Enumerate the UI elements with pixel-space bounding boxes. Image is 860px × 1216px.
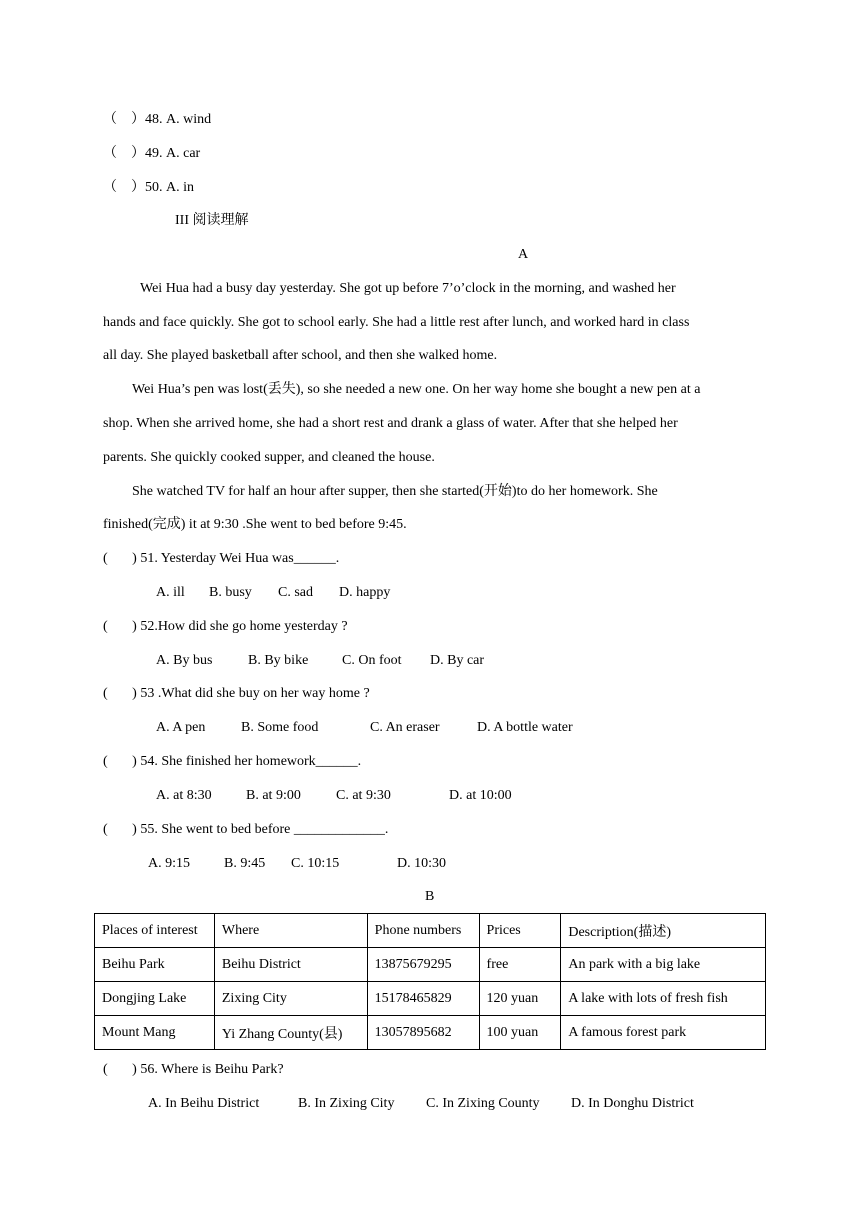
passage-line: finished(完成) it at 9:30 .She went to bed before 9:45. — [103, 517, 407, 532]
passage-line: Wei Hua had a busy day yesterday. She got up before 7’o’clock in the morning, and washed her — [140, 281, 676, 296]
table-cell: Beihu District — [214, 948, 367, 982]
column-header: Places of interest — [95, 914, 215, 948]
table-row — [95, 982, 766, 1016]
answer-option: D. 10:30 — [397, 856, 446, 871]
answer-option: D. By car — [430, 653, 485, 668]
passage-label: A — [518, 247, 529, 262]
answer-option: B. 9:45 — [224, 856, 266, 871]
passage-line: She watched TV for half an hour after supper, then she started(开始)to do her homework. She — [132, 484, 658, 499]
table-cell: A famous forest park — [561, 1016, 766, 1050]
passage-line: parents. She quickly cooked supper, and cleaned the house. — [103, 450, 435, 465]
column-header: Prices — [479, 914, 561, 948]
answer-option: C. In Zixing County — [426, 1096, 540, 1111]
answer-option: A. By bus — [156, 653, 213, 668]
question-item: （ ）48. A. wind — [103, 112, 212, 127]
answer-option: B. at 9:00 — [246, 788, 301, 803]
passage-line: Wei Hua’s pen was lost(丢失), so she needed a new one. On her way home she bought a new pen at a — [132, 382, 701, 397]
passage-line: shop. When she arrived home, she had a short rest and drank a glass of water. After that she helped her — [103, 416, 678, 431]
table-cell: 13875679295 — [367, 948, 479, 982]
question-stem: ( ) 56. Where is Beihu Park? — [103, 1062, 284, 1077]
answer-option: C. An eraser — [370, 720, 440, 735]
table-cell: Beihu Park — [95, 948, 215, 982]
table-cell: Mount Mang — [95, 1016, 215, 1050]
question-stem: ( ) 55. She went to bed before _____________. — [103, 822, 389, 837]
table-header-row — [95, 914, 766, 948]
table-cell: Zixing City — [214, 982, 367, 1016]
table-cell: 120 yuan — [479, 982, 561, 1016]
table-cell: Yi Zhang County(县) — [214, 1016, 367, 1050]
column-header: Where — [214, 914, 367, 948]
answer-option: C. 10:15 — [291, 856, 340, 871]
answer-option: D. A bottle water — [477, 720, 573, 735]
answer-option: C. at 9:30 — [336, 788, 391, 803]
section-title: III 阅读理解 — [175, 213, 249, 228]
table-cell: 100 yuan — [479, 1016, 561, 1050]
question-stem: ( ) 51. Yesterday Wei Hua was______. — [103, 551, 340, 566]
question-stem: ( ) 54. She finished her homework______. — [103, 754, 362, 769]
answer-option: A. ill — [156, 585, 185, 600]
answer-option: B. In Zixing City — [298, 1096, 395, 1111]
column-header: Description(描述) — [561, 914, 766, 948]
answer-option: D. In Donghu District — [571, 1096, 694, 1111]
table-row — [95, 948, 766, 982]
answer-option: C. sad — [278, 585, 313, 600]
places-table — [94, 913, 766, 1050]
answer-option: D. at 10:00 — [449, 788, 512, 803]
column-header: Phone numbers — [367, 914, 479, 948]
table-cell: A lake with lots of fresh fish — [561, 982, 766, 1016]
answer-option: A. In Beihu District — [148, 1096, 260, 1111]
answer-option: A. 9:15 — [148, 856, 190, 871]
question-item: （ ）50. A. in — [103, 180, 194, 195]
question-stem: ( ) 52.How did she go home yesterday ? — [103, 619, 348, 634]
passage-line: hands and face quickly. She got to school early. She had a little rest after lunch, and worked hard in class — [103, 315, 690, 330]
table-cell: 13057895682 — [367, 1016, 479, 1050]
answer-option: C. On foot — [342, 653, 402, 668]
table-row — [95, 1016, 766, 1050]
passage-line: all day. She played basketball after school, and then she walked home. — [103, 348, 498, 363]
question-stem: ( ) 53 .What did she buy on her way home ? — [103, 686, 370, 701]
question-item: （ ）49. A. car — [103, 146, 201, 161]
answer-option: D. happy — [339, 585, 391, 600]
answer-option: B. By bike — [248, 653, 309, 668]
answer-option: A. A pen — [156, 720, 206, 735]
table-cell: free — [479, 948, 561, 982]
passage-label: B — [425, 889, 435, 904]
table-cell: Dongjing Lake — [95, 982, 215, 1016]
answer-option: B. busy — [209, 585, 252, 600]
answer-option: B. Some food — [241, 720, 319, 735]
table-cell: An park with a big lake — [561, 948, 766, 982]
answer-option: A. at 8:30 — [156, 788, 212, 803]
table-cell: 15178465829 — [367, 982, 479, 1016]
